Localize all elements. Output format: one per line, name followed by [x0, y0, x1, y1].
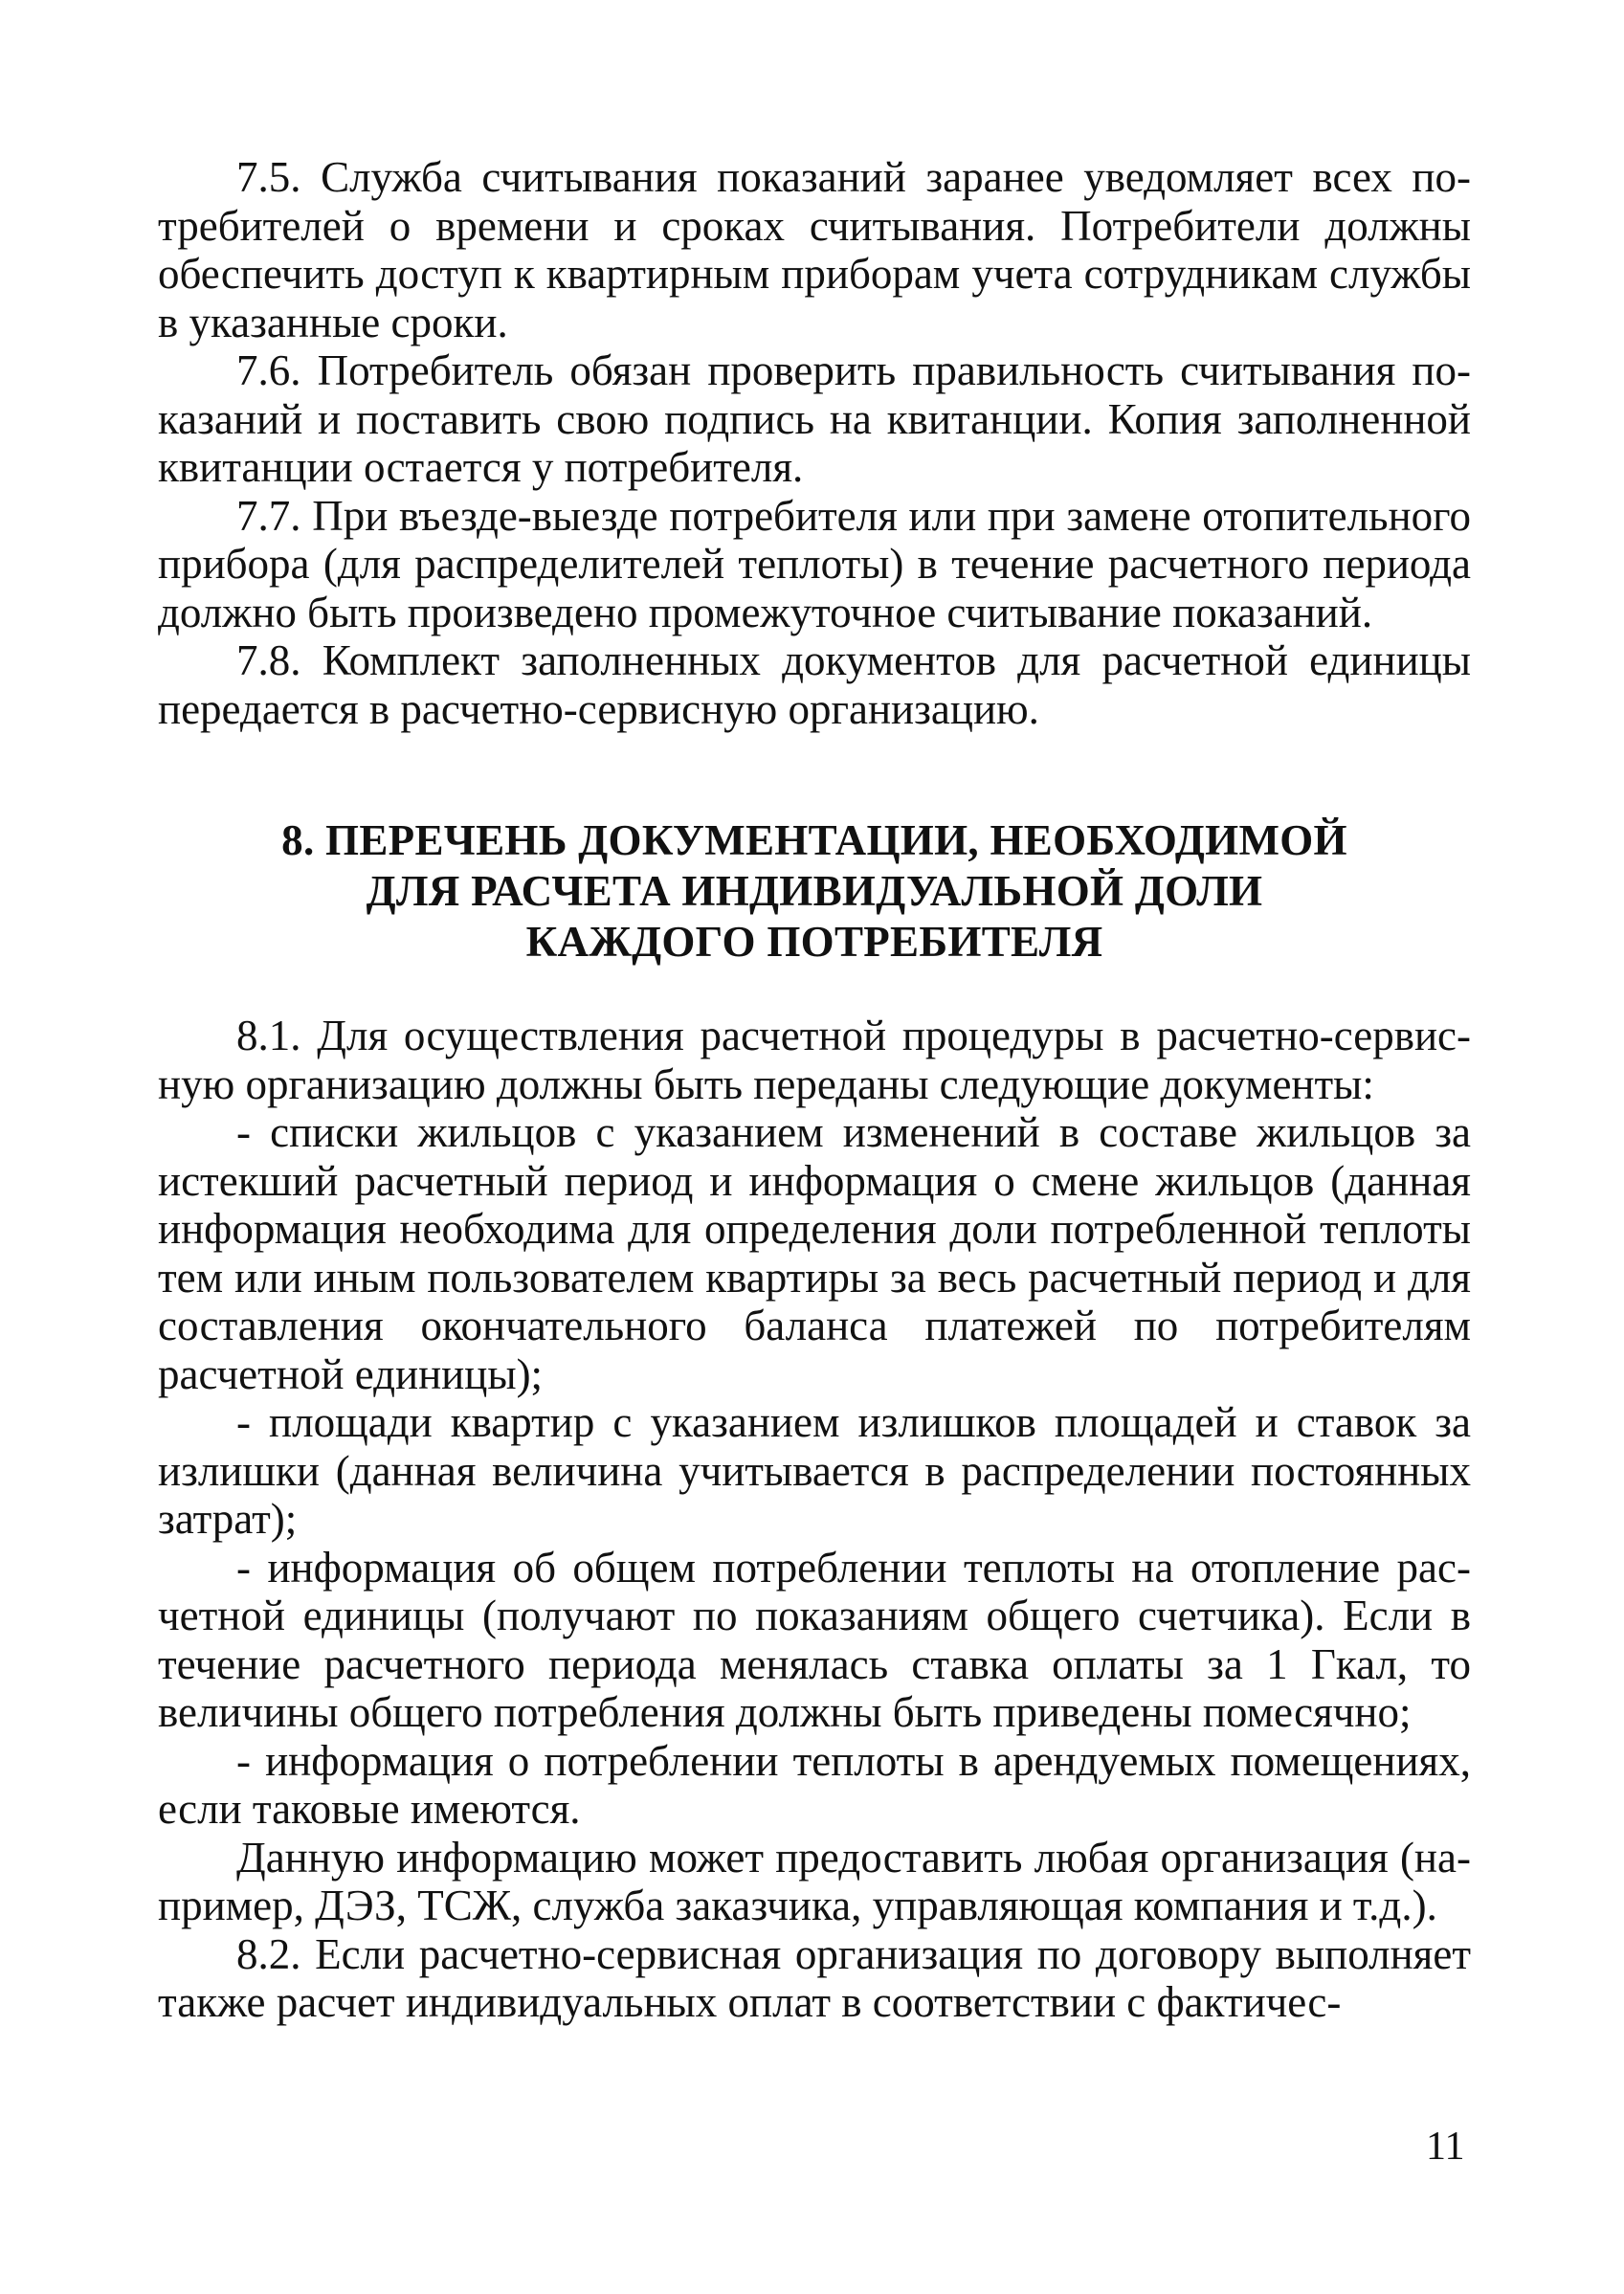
- paragraph-8-1: 8.1. Для осуществления расчетной процедуры в расчетно-сервисную организацию должны быть переданы следующие документы:: [158, 1012, 1471, 1108]
- paragraph-7-7: 7.7. При въезде-выезде потребителя или при замене отопительного прибора (для распределителей теплоты) в течение расчетного периода должно быть произведено промежуточное считывание показаний.: [158, 491, 1471, 636]
- list-item-areas: - площади квартир с указанием излишков площадей и ставок за излишки (данная величина учитывается в распределении постоянных затрат);: [158, 1398, 1471, 1543]
- page-number: 11: [1426, 2125, 1465, 2169]
- list-item-rented-premises: - информация о потреблении теплоты в арендуемых помещениях, если таковые имеются.: [158, 1736, 1471, 1833]
- list-item-total-consumption: - информация об общем потреблении теплоты на отопление расчетной единицы (получают по показаниям общего счетчика). Если в течение расчетного периода менялась ставка оплаты за 1 Гкал, то величины общего потребления должны быть приведены помесячно;: [158, 1543, 1471, 1736]
- section-8-heading-line-2: ДЛЯ РАСЧЕТА ИНДИВИДУАЛЬНОЙ ДОЛИ: [366, 867, 1263, 915]
- paragraph-7-6: 7.6. Потребитель обязан проверить правильность считывания показаний и поставить свою подпись на квитанции. Копия заполненной квитанции остается у потребителя.: [158, 346, 1471, 491]
- paragraph-note: Данную информацию может предоставить любая организация (например, ДЭЗ, ТСЖ, служба заказчика, управляющая компания и т.д.).: [158, 1833, 1471, 1929]
- section-8-heading: [158, 815, 1471, 968]
- section-8-heading-line-1: 8. ПЕРЕЧЕНЬ ДОКУМЕНТАЦИИ, НЕОБХОДИМОЙ: [281, 816, 1347, 864]
- paragraph-8-2: 8.2. Если расчетно-сервисная организация по договору выполняет также расчет индивидуальных оплат в соответствии с фактичес-: [158, 1929, 1471, 2026]
- paragraph-7-8: 7.8. Комплект заполненных документов для расчетной единицы передается в расчетно-сервисную организацию.: [158, 636, 1471, 733]
- section-8-heading-line-3: КАЖДОГО ПОТРЕБИТЕЛЯ: [525, 918, 1103, 966]
- list-item-residents: - списки жильцов с указанием изменений в составе жильцов за истекший расчетный период и информация о смене жильцов (данная информация необходима для определения доли потребленной теплоты тем или иным пользователем квартиры за весь расчетный период и для составления окончательного баланса платежей по потребителям расчетной единицы);: [158, 1108, 1471, 1398]
- document-page: [158, 153, 1471, 2027]
- paragraph-7-5: 7.5. Служба считывания показаний заранее уведомляет всех потребителей о времени и сроках считывания. Потребители должны обеспечить доступ к квартирным приборам учета сотрудникам службы в указанные сроки.: [158, 153, 1471, 346]
